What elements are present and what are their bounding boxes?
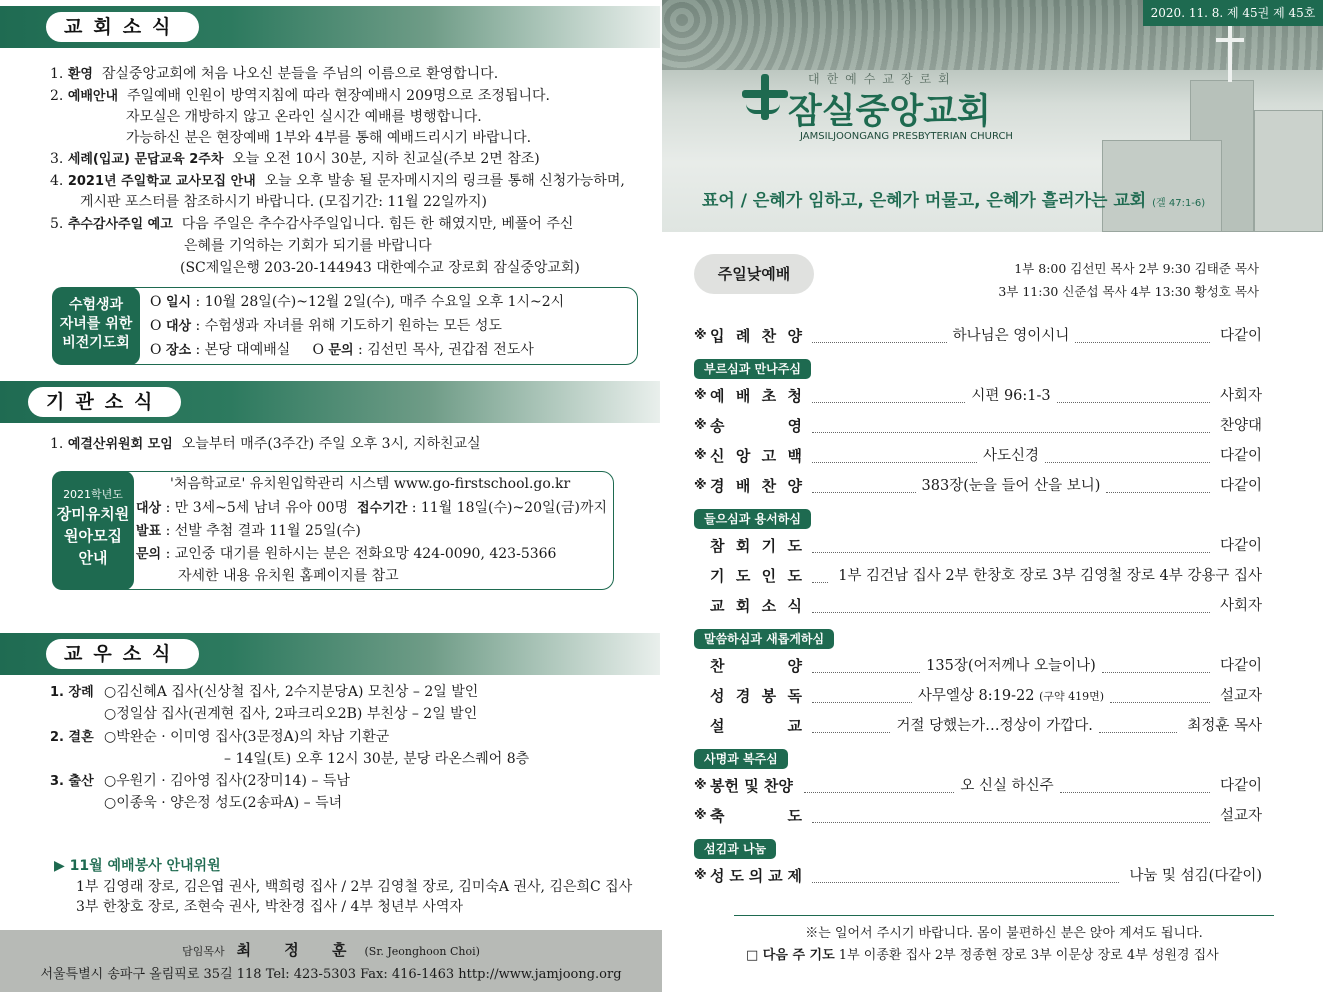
birth-heading: 3. 출산 <box>50 774 94 789</box>
kindergarten-contact: 문의 : 교인중 대기를 원하시는 분은 전화요망 424-0090, 423-5366 <box>136 546 557 562</box>
wedding-heading: 2. 결혼 <box>50 730 94 745</box>
standing-note: ※는 일어서 주시기 바랍니다. 몸이 불편하신 분은 앉아 계셔도 됩니다. <box>805 926 1203 941</box>
stand-mark: ※ <box>694 778 707 793</box>
order-leader: 나눔 및 섬김(다같이) <box>1129 868 1262 884</box>
order-section-tag: 말씀하심과 새롭게하심 <box>694 629 834 649</box>
stand-mark: ※ <box>694 868 707 883</box>
ushers-title: ▶ 11월 예배봉사 안내위원 <box>54 858 221 874</box>
church-news-item-2: 2. 예배안내 주일예배 인원이 방역지침에 따라 현장예배시 209명으로 조정됩니다. <box>50 88 550 104</box>
order-label: 신 앙 고 백 <box>710 447 802 465</box>
kindergarten-label: 2021학년도 장미유치원 원아모집 안내 <box>52 471 134 590</box>
order-content: 거절 당했는가…정상이 가깝다. <box>896 718 1093 734</box>
stand-mark: ※ <box>694 808 707 823</box>
order-leader: 찬양대 <box>1219 418 1262 434</box>
vision-prayer-target: O 대상 : 수험생과 자녀를 위해 기도하기 원하는 모든 성도 <box>150 318 502 334</box>
funeral-heading: 1. 장례 <box>50 685 94 700</box>
order-leader: 다같이 <box>1219 478 1262 494</box>
order-leader: 최정훈 목사 <box>1187 718 1262 734</box>
church-news-item-4: 4. 2021년 주일학교 교사모집 안내 오늘 오후 발송 될 문자메시지의 링크를 통해 신청가능하며, <box>50 173 625 189</box>
order-content: 383장(눈을 들어 산을 보니) <box>921 478 1101 494</box>
service-times-2: 3부 11:30 신준섭 목사 4부 13:30 황성호 목사 <box>998 284 1259 299</box>
order-label: 축 도 <box>710 807 802 825</box>
order-leader: 1부 김건남 집사 2부 한창호 장로 3부 김영철 장로 4부 강용구 집사 <box>838 568 1262 584</box>
order-row <box>694 564 1262 588</box>
order-label: 설 교 <box>710 717 802 735</box>
order-content: 오 신실 하신주 <box>960 778 1054 794</box>
stand-mark: ※ <box>694 328 707 343</box>
cross-horizontal <box>1216 38 1244 42</box>
funeral-item-1: ○김신혜A 집사(신상철 집사, 2수지분당A) 모친상 – 2일 발인 <box>104 684 479 700</box>
order-leader: 다같이 <box>1219 328 1262 344</box>
church-news-item-3: 3. 세례(입교) 문답교육 2주차 오늘 오전 10시 30분, 지하 친교실(주보 2면 참조) <box>50 151 540 167</box>
side-building <box>1254 110 1323 232</box>
member-news-title: 교우소식 <box>46 639 199 669</box>
church-logo-icon <box>742 74 788 120</box>
order-leader: 다같이 <box>1219 658 1262 674</box>
order-section-tag: 사명과 복주심 <box>694 749 788 769</box>
footer <box>0 930 662 992</box>
order-label: 송 영 <box>710 417 802 435</box>
order-row <box>694 804 1262 828</box>
kindergarten-system: '처음학교로' 유치원입학관리 시스템 www.go-firstschool.go.kr <box>170 476 571 492</box>
org-news-header <box>0 381 660 423</box>
church-news-item-2-line3: 가능하신 분은 현장예배 1부와 4부를 통해 예배드리시기 바랍니다. <box>126 130 532 146</box>
order-row <box>694 684 1262 708</box>
ushers-line-1: 1부 김영래 장로, 김은엽 권사, 백희령 집사 / 2부 김영철 장로, 김미숙A 권사, 김은희C 집사 <box>76 879 633 895</box>
order-leader: 사회자 <box>1219 388 1262 404</box>
motto: 표어 / 은혜가 임하고, 은혜가 머물고, 은혜가 흘러가는 교회 (겔 47:1-6) <box>702 191 1206 211</box>
church-news-item-5-line3: (SC제일은행 203-20-144943 대한예수교 장로회 잠실중앙교회) <box>180 260 580 276</box>
cross-vertical <box>1228 24 1232 82</box>
stand-mark: ※ <box>694 388 707 403</box>
order-row <box>694 774 1262 798</box>
order-row <box>694 594 1262 618</box>
order-label: 참 회 기 도 <box>710 537 802 555</box>
service-times-1: 1부 8:00 김선민 목사 2부 9:30 김태준 목사 <box>1014 261 1259 276</box>
order-section-tag: 섬김과 나눔 <box>694 839 776 859</box>
order-leader: 다같이 <box>1219 538 1262 554</box>
divider-line <box>734 915 1274 916</box>
stand-mark: ※ <box>694 478 707 493</box>
order-label: 교 회 소 식 <box>710 597 802 615</box>
member-news-header <box>0 633 660 675</box>
order-leader: 다같이 <box>1219 448 1262 464</box>
worship-title: 주일낮예배 <box>694 254 814 294</box>
order-row <box>694 324 1262 348</box>
vision-prayer-date: O 일시 : 10월 28일(수)~12월 2일(수), 매주 수요일 오후 1시~2시 <box>150 294 565 310</box>
order-content: 135장(어저께나 오늘이나) <box>926 658 1096 674</box>
order-label: 입 례 찬 양 <box>710 327 802 345</box>
order-label: 경 배 찬 양 <box>710 477 802 495</box>
order-label: 봉헌 및 찬양 <box>710 777 793 795</box>
org-news-title: 기관소식 <box>28 387 181 417</box>
order-content: 하나님은 영이시니 <box>952 328 1070 344</box>
church-news-item-4-line2: 게시판 포스터를 참조하시기 바랍니다. (모집기간: 11월 22일까지) <box>80 194 487 210</box>
kindergarten-target: 대상 : 만 3세~5세 남녀 유아 00명 접수기간 : 11월 18일(수)~20일(금)까지 <box>136 500 608 516</box>
order-label: 찬 양 <box>710 657 802 675</box>
stand-mark: ※ <box>694 448 707 463</box>
order-row <box>694 534 1262 558</box>
order-row <box>694 474 1262 498</box>
stand-mark: ※ <box>694 418 707 433</box>
order-content: 사무엘상 8:19-22 (구약 419면) <box>917 687 1105 704</box>
kindergarten-contact-line2: 자세한 내용 유치원 홈페이지를 참고 <box>178 568 399 584</box>
church-news-header <box>0 6 660 48</box>
birth-item-1: ○우원기 · 김아영 집사(2장미14) – 득남 <box>104 773 350 789</box>
order-leader: 다같이 <box>1219 778 1262 794</box>
funeral-item-2: ○정일삼 집사(권계현 집사, 2파크리오2B) 부친상 – 2일 발인 <box>104 706 478 722</box>
birth-item-2: ○이종욱 · 양은정 성도(2송파A) – 득녀 <box>104 795 343 811</box>
wedding-item-1: ○박완순 · 이미영 집사(3문정A)의 차남 기환군 <box>104 729 390 745</box>
order-content: 사도신경 <box>982 448 1039 464</box>
order-leader: 설교자 <box>1219 688 1262 704</box>
issue-date: 2020. 11. 8. 제 45권 제 45호 <box>1143 0 1323 26</box>
church-news-item-2-line2: 자모실은 개방하지 않고 온라인 실시간 예배를 병행합니다. <box>126 109 482 125</box>
ushers-line-2: 3부 한창호 장로, 조현숙 권사, 박찬경 집사 / 4부 청년부 사역자 <box>76 899 463 915</box>
order-row <box>694 654 1262 678</box>
pastor-line: 담임목사 최 정 훈 (Sr. Jeonghoon Choi) <box>182 941 480 959</box>
org-news-item-1: 1. 예결산위원회 모임 오늘부터 매주(3주간) 주일 오후 3시, 지하친교실 <box>50 436 481 452</box>
church-news-title: 교회소식 <box>46 12 199 42</box>
church-news-item-5: 5. 추수감사주일 예고 다음 주일은 추수감사주일입니다. 힘든 한 해였지만, 베풀어 주신 <box>50 216 574 232</box>
church-name-en: JAMSILJOONGANG PRESBYTERIAN CHURCH <box>800 131 1013 142</box>
order-row <box>694 414 1262 438</box>
order-label: 성 도 의 교 제 <box>710 867 802 885</box>
next-week-prayer: □ 다음 주 기도 1부 이종환 집사 2부 정종현 장로 3부 이문상 장로 4부 성원경 집사 <box>746 948 1219 963</box>
order-leader: 설교자 <box>1219 808 1262 824</box>
order-leader: 사회자 <box>1219 598 1262 614</box>
vision-prayer-place: O 장소 : 본당 대예배실 O 문의 : 김선민 목사, 권갑점 전도사 <box>150 342 534 358</box>
order-row <box>694 864 1262 888</box>
church-news-item-1: 1. 환영 잠실중앙교회에 처음 나오신 분들을 주님의 이름으로 환영합니다. <box>50 66 499 82</box>
order-label: 예 배 초 청 <box>710 387 802 405</box>
wedding-item-2: – 14일(토) 오후 12시 30분, 분당 라온스퀘어 8층 <box>224 751 530 767</box>
vision-prayer-label: 수험생과 자녀를 위한 비전기도회 <box>52 287 140 365</box>
denomination: 대한예수교장로회 <box>808 72 957 86</box>
order-row <box>694 384 1262 408</box>
order-section-tag: 들으심과 용서하심 <box>694 509 811 529</box>
order-label: 기 도 인 도 <box>710 567 802 585</box>
church-news-item-5-line2: 은혜를 기억하는 기회가 되기를 바랍니다 <box>184 238 432 254</box>
order-content: 시편 96:1-3 <box>971 388 1051 404</box>
order-section-tag: 부르심과 만나주심 <box>694 359 811 379</box>
church-name: 잠실중앙교회 <box>788 92 991 132</box>
order-label: 성 경 봉 독 <box>710 687 802 705</box>
kindergarten-announce: 발표 : 선발 추첨 결과 11월 25일(수) <box>136 523 361 539</box>
order-row <box>694 444 1262 468</box>
footer-address: 서울특별시 송파구 올림픽로 35길 118 Tel: 423-5303 Fax: 416-1463 http://www.jamjoong.org <box>40 967 622 982</box>
order-row <box>694 714 1262 738</box>
